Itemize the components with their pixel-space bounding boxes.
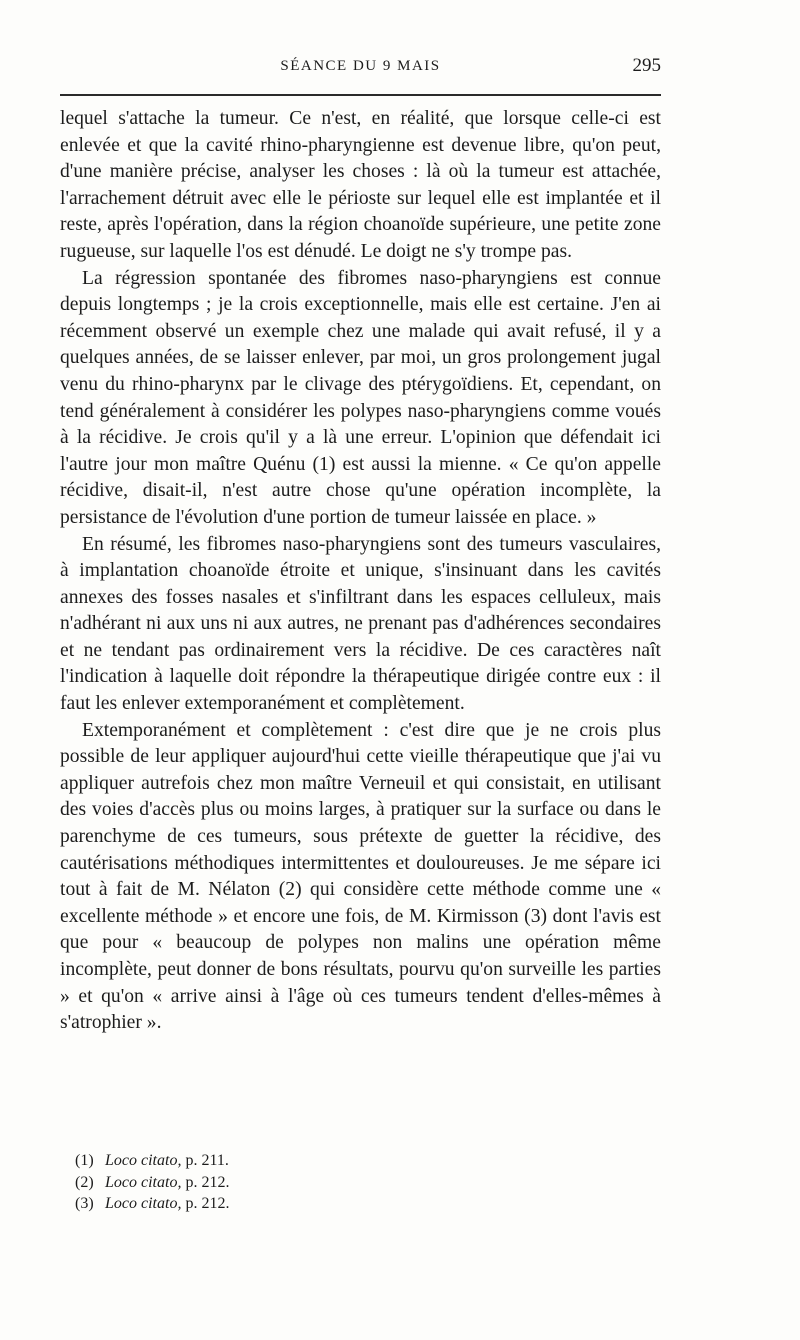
paragraph: Extemporanément et complètement : c'est dire que je ne crois plus possible de leur appliquer aujourd'hui cette vieille thérapeutique que j'ai vu appliquer autrefois chez mon maître Verneuil et qui consistait, en utilisant des voies d'accès plus ou moins larges, à pratiquer sur la surface ou dans le parenchyme de ces tumeurs, sous prétexte de guetter la récidive, des cautérisations méthodiques intermittentes et douloureuses. Je me sépare ici tout à fait de M. Nélaton (2) qui considère cette méthode comme une « excellente méthode » et encore une fois, de M. Kirmisson (3) dont l'avis est que pour « beaucoup de polypes non malins une opération même incomplète, peut donner de bons résultats, pourvu qu'on surveille les parties » et qu'on « arrive ainsi à l'âge où ces tumeurs tendent d'elles-mêmes à s'atrophier ». bbox=[60, 719, 661, 1034]
footnote-ref: Loco citato, bbox=[105, 1173, 182, 1191]
footnote-text bbox=[105, 1195, 229, 1212]
footnote-text bbox=[105, 1152, 229, 1169]
paragraph: En résumé, les fibromes naso-pharyngiens sont des tumeurs vasculaires, à implantation choanoïde étroite et unique, s'insinuant dans les cavités annexes des fosses nasales et s'infiltrant dans les espaces celluleux, mais n'adhérant ni aux uns ni aux autres, ne prenant pas d'adhérences secondaires et ne tendant pas ordinairement vers la récidive. De ces caractères naît l'indication à laquelle doit répondre la thérapeutique dirigée contre eux : il faut les enlever extemporanément et complètement. bbox=[60, 533, 661, 715]
footnote-page: p. 211. bbox=[185, 1152, 229, 1169]
running-title: SÉANCE DU 9 MAIS bbox=[280, 58, 441, 74]
body-text bbox=[60, 106, 661, 1037]
footnote-page: p. 212. bbox=[185, 1173, 230, 1191]
footnote bbox=[75, 1193, 635, 1215]
header-rule bbox=[60, 94, 661, 96]
running-head bbox=[60, 55, 661, 81]
paragraph: lequel s'attache la tumeur. Ce n'est, en réalité, que lorsque celle-ci est enlevée et que la cavité rhino-pharyngienne est devenue libre, qu'on peut, d'une manière précise, analyser les choses : là où la tumeur est attachée, l'arrachement détruit avec elle le périoste sur lequel elle est implantée et il reste, après l'opération, dans la région choanoïde supérieure, une petite zone rugueuse, sur laquelle l'os est dénudé. Le doigt ne s'y trompe pas. bbox=[60, 108, 661, 262]
footnote-ref: Loco citato, bbox=[105, 1195, 182, 1212]
footnote bbox=[75, 1172, 635, 1194]
footnote-number: (3) bbox=[75, 1195, 94, 1212]
page-number: 295 bbox=[632, 55, 661, 76]
footnote-number: (1) bbox=[75, 1152, 94, 1169]
footnotes bbox=[75, 1150, 635, 1215]
paragraph: La régression spontanée des fibromes naso-pharyngiens est connue depuis longtemps ; je la crois exceptionnelle, mais elle est certaine. J'en ai récemment observé un exemple chez une malade qui avait refusé, il y a quelques années, de se laisser enlever, par moi, un gros prolongement jugal venu du rhino-pharynx par le clivage des ptérygoïdiens. Et, cependant, on tend généralement à considérer les polypes naso-pharyngiens comme voués à la récidive. Je crois qu'il y a là une erreur. L'opinion que défendait ici l'autre jour mon maître Quénu (1) est aussi la mienne. « Ce qu'on appelle récidive, disait-il, n'est autre chose qu'une opération incomplète, la persistance de l'évolution d'une portion de tumeur laissée en place. » bbox=[60, 267, 661, 528]
footnote bbox=[75, 1150, 635, 1172]
footnote-ref: Loco citato, bbox=[105, 1152, 182, 1169]
footnote-number: (2) bbox=[75, 1173, 94, 1191]
footnote-page: p. 212. bbox=[185, 1195, 230, 1212]
footnote-text bbox=[105, 1174, 229, 1191]
